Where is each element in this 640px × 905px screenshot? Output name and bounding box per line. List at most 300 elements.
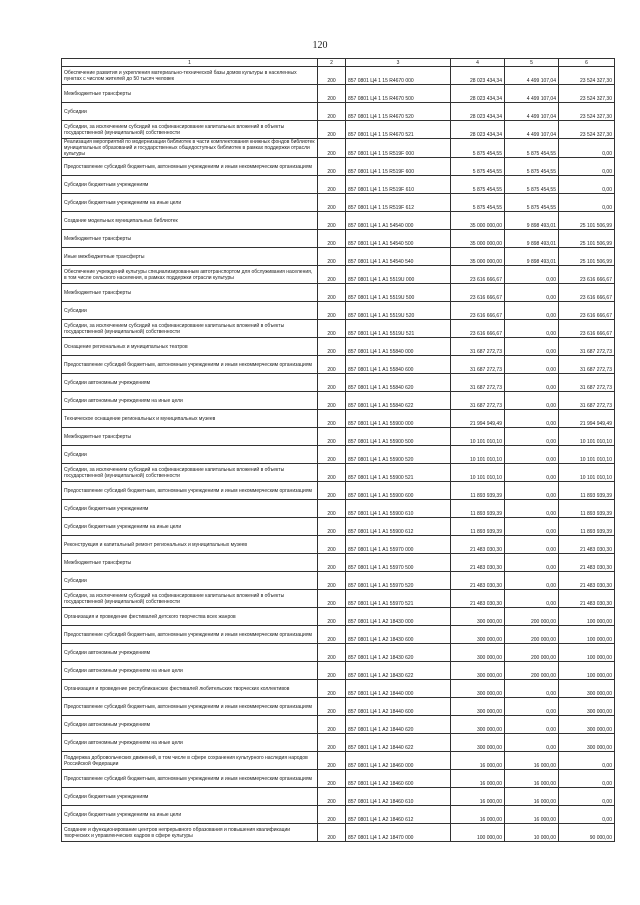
row-name: Предоставление субсидий бюджетным, автономным учреждениям и иным некоммерческим организациям [62,356,318,374]
row-kbk: 857 0801 Ц4 1 А1 55840 622 [346,392,451,410]
row-kbk: 857 0801 Ц4 1 А1 55900 600 [346,482,451,500]
row-name: Субсидии [62,572,318,590]
row-value-col6: 23 616 666,67 [559,320,615,338]
row-name: Межбюджетные трансферты [62,428,318,446]
row-value-col6: 100 000,00 [559,608,615,626]
row-name: Создание модельных муниципальных библиотек [62,212,318,230]
row-value-col5: 5 875 454,55 [505,158,559,176]
row-value-col5: 0,00 [505,392,559,410]
table-row [62,212,615,230]
table-row [62,824,615,842]
row-kbk: 857 0801 Ц4 1 А1 55840 600 [346,356,451,374]
row-value-col5: 200 000,00 [505,626,559,644]
table-row [62,644,615,662]
row-value-col4: 300 000,00 [451,698,505,716]
row-value-col4: 31 687 272,73 [451,356,505,374]
row-code: 200 [318,356,346,374]
table-row [62,770,615,788]
row-code: 200 [318,806,346,824]
row-value-col6: 21 483 030,30 [559,536,615,554]
row-value-col4: 28 023 434,34 [451,67,505,85]
row-kbk: 857 0801 Ц4 1 А2 18470 000 [346,824,451,842]
row-name: Оснащение региональных и муниципальных театров [62,338,318,356]
row-name: Предоставление субсидий бюджетным, автономным учреждениям и иным некоммерческим организациям [62,626,318,644]
row-value-col6: 300 000,00 [559,680,615,698]
row-value-col4: 10 101 010,10 [451,446,505,464]
table-row [62,121,615,139]
row-value-col4: 16 000,00 [451,752,505,770]
row-value-col5: 200 000,00 [505,662,559,680]
row-value-col6: 0,00 [559,158,615,176]
row-value-col6: 31 687 272,73 [559,374,615,392]
row-code: 200 [318,662,346,680]
row-code: 200 [318,770,346,788]
row-kbk: 857 0801 Ц4 1 А1 54540 540 [346,248,451,266]
row-value-col4: 23 616 666,67 [451,320,505,338]
row-value-col6: 10 101 010,10 [559,428,615,446]
row-value-col4: 23 616 666,67 [451,266,505,284]
row-kbk: 857 0801 Ц4 1 А1 55900 610 [346,500,451,518]
row-value-col4: 5 875 454,55 [451,194,505,212]
row-kbk: 857 0801 Ц4 1 15 R4670 520 [346,103,451,121]
row-value-col5: 200 000,00 [505,644,559,662]
row-value-col5: 0,00 [505,716,559,734]
row-value-col6: 100 000,00 [559,662,615,680]
row-value-col6: 0,00 [559,806,615,824]
row-code: 200 [318,67,346,85]
row-value-col4: 5 875 454,55 [451,158,505,176]
row-code: 200 [318,338,346,356]
row-kbk: 857 0801 Ц4 1 А1 55970 521 [346,590,451,608]
row-name: Субсидии автономным учреждениям [62,644,318,662]
row-code: 200 [318,698,346,716]
table-row [62,464,615,482]
table-row [62,356,615,374]
row-kbk: 857 0801 Ц4 1 15 R519F 612 [346,194,451,212]
row-name: Субсидии бюджетным учреждениям [62,176,318,194]
table-row [62,680,615,698]
row-kbk: 857 0801 Ц4 1 А1 55900 521 [346,464,451,482]
row-value-col4: 35 000 000,00 [451,230,505,248]
row-code: 200 [318,446,346,464]
table-row [62,374,615,392]
row-value-col4: 16 000,00 [451,770,505,788]
row-value-col5: 0,00 [505,518,559,536]
header-row [62,59,615,67]
table-row [62,662,615,680]
row-code: 200 [318,734,346,752]
table-row [62,698,615,716]
row-value-col4: 21 483 030,30 [451,536,505,554]
row-value-col6: 10 101 010,10 [559,464,615,482]
row-value-col4: 5 875 454,55 [451,176,505,194]
row-value-col6: 0,00 [559,770,615,788]
row-name: Предоставление субсидий бюджетным, автономным учреждениям и иным некоммерческим организациям [62,482,318,500]
row-value-col6: 0,00 [559,176,615,194]
table-row [62,139,615,158]
row-code: 200 [318,518,346,536]
row-value-col5: 9 898 493,01 [505,248,559,266]
row-kbk: 857 0801 Ц4 1 А2 18440 620 [346,716,451,734]
row-code: 200 [318,716,346,734]
row-code: 200 [318,500,346,518]
row-code: 200 [318,554,346,572]
row-value-col6: 0,00 [559,752,615,770]
table-row [62,320,615,338]
row-name: Реализация мероприятий по модернизации библиотек в части комплектования книжных фондов библиотек муниципальных образований и государственных общедоступных библиотек в рамках поддержки отрасли культуры [62,139,318,158]
row-name: Межбюджетные трансферты [62,554,318,572]
row-name: Обеспечение учреждений культуры специализированным автотранспортом для обслуживания населения, в том числе сельского населения, в рамках поддержки отрасли культуры [62,266,318,284]
row-value-col4: 300 000,00 [451,716,505,734]
row-value-col6: 23 524 327,30 [559,85,615,103]
table-row [62,446,615,464]
row-code: 200 [318,103,346,121]
table-row [62,608,615,626]
table-row [62,302,615,320]
row-kbk: 857 0801 Ц4 1 А1 5519U 500 [346,284,451,302]
row-name: Субсидии [62,103,318,121]
row-value-col4: 16 000,00 [451,806,505,824]
table-row [62,103,615,121]
table-row [62,194,615,212]
row-name: Иные межбюджетные трансферты [62,248,318,266]
row-value-col6: 23 616 666,67 [559,266,615,284]
row-code: 200 [318,752,346,770]
row-value-col6: 31 687 272,73 [559,338,615,356]
row-code: 200 [318,284,346,302]
table-row [62,230,615,248]
row-kbk: 857 0801 Ц4 1 А2 18440 000 [346,680,451,698]
table-row [62,176,615,194]
row-kbk: 857 0801 Ц4 1 А1 55900 000 [346,410,451,428]
row-value-col6: 11 893 939,39 [559,500,615,518]
row-code: 200 [318,212,346,230]
row-kbk: 857 0801 Ц4 1 А2 18440 622 [346,734,451,752]
row-name: Субсидии автономным учреждениям [62,716,318,734]
row-value-col4: 23 616 666,67 [451,302,505,320]
row-value-col5: 0,00 [505,374,559,392]
row-name: Предоставление субсидий бюджетным, автономным учреждениям и иным некоммерческим организациям [62,158,318,176]
page-number: 120 [312,40,328,51]
row-code: 200 [318,121,346,139]
row-value-col4: 21 483 030,30 [451,554,505,572]
row-value-col6: 31 687 272,73 [559,392,615,410]
row-name: Реконструкция и капитальный ремонт региональных и муниципальных музеев [62,536,318,554]
row-kbk: 857 0801 Ц4 1 А1 54540 500 [346,230,451,248]
row-value-col6: 300 000,00 [559,734,615,752]
row-code: 200 [318,428,346,446]
row-code: 200 [318,248,346,266]
row-kbk: 857 0801 Ц4 1 А2 18460 600 [346,770,451,788]
table-row [62,788,615,806]
row-value-col6: 300 000,00 [559,698,615,716]
row-name: Субсидии бюджетным учреждениям [62,500,318,518]
row-code: 200 [318,410,346,428]
row-value-col5: 16 000,00 [505,752,559,770]
row-value-col5: 10 000,00 [505,824,559,842]
row-value-col4: 300 000,00 [451,644,505,662]
row-value-col5: 9 898 493,01 [505,230,559,248]
row-value-col5: 4 499 107,04 [505,103,559,121]
row-name: Создание и функционирование центров непрерывного образования и повышения квалификации творческих и управленческих кадров в сфере культуры [62,824,318,842]
row-value-col5: 0,00 [505,698,559,716]
row-value-col5: 0,00 [505,572,559,590]
table-row [62,716,615,734]
row-value-col6: 100 000,00 [559,644,615,662]
table-row [62,158,615,176]
row-value-col4: 10 101 010,10 [451,428,505,446]
row-value-col5: 4 499 107,04 [505,85,559,103]
row-value-col5: 0,00 [505,590,559,608]
row-name: Субсидии автономным учреждениям на иные цели [62,662,318,680]
row-value-col4: 16 000,00 [451,788,505,806]
row-value-col5: 5 875 454,55 [505,176,559,194]
row-value-col4: 300 000,00 [451,662,505,680]
row-name: Субсидии бюджетным учреждениям [62,788,318,806]
row-code: 200 [318,824,346,842]
row-value-col5: 0,00 [505,356,559,374]
row-value-col5: 0,00 [505,446,559,464]
row-code: 200 [318,608,346,626]
row-kbk: 857 0801 Ц4 1 А2 18460 612 [346,806,451,824]
row-kbk: 857 0801 Ц4 1 А1 55970 500 [346,554,451,572]
table-row [62,85,615,103]
row-kbk: 857 0801 Ц4 1 15 R519F 000 [346,139,451,158]
table-row [62,590,615,608]
row-value-col4: 31 687 272,73 [451,374,505,392]
row-code: 200 [318,374,346,392]
row-value-col5: 0,00 [505,464,559,482]
column-header: 2 [318,59,346,67]
row-name: Субсидии, за исключением субсидий на софинансирование капитальных вложений в объекты государственной (муниципальной) собственности [62,121,318,139]
table-row [62,518,615,536]
row-code: 200 [318,85,346,103]
row-value-col4: 28 023 434,34 [451,103,505,121]
row-value-col5: 5 875 454,55 [505,194,559,212]
row-value-col5: 16 000,00 [505,806,559,824]
row-value-col6: 23 616 666,67 [559,302,615,320]
row-code: 200 [318,464,346,482]
row-value-col4: 28 023 434,34 [451,121,505,139]
row-value-col5: 0,00 [505,410,559,428]
row-value-col4: 11 893 939,39 [451,482,505,500]
row-value-col6: 10 101 010,10 [559,446,615,464]
row-value-col5: 16 000,00 [505,788,559,806]
row-kbk: 857 0801 Ц4 1 15 R4670 000 [346,67,451,85]
row-value-col4: 300 000,00 [451,680,505,698]
row-name: Субсидии бюджетным учреждениям на иные цели [62,194,318,212]
table-row [62,248,615,266]
row-code: 200 [318,230,346,248]
row-value-col4: 21 483 030,30 [451,590,505,608]
row-value-col6: 90 000,00 [559,824,615,842]
table-row [62,572,615,590]
row-name: Техническое оснащение региональных и муниципальных музеев [62,410,318,428]
row-value-col5: 4 499 107,04 [505,67,559,85]
row-value-col6: 0,00 [559,139,615,158]
row-kbk: 857 0801 Ц4 1 А1 55900 500 [346,428,451,446]
row-name: Предоставление субсидий бюджетным, автономным учреждениям и иным некоммерческим организациям [62,698,318,716]
row-name: Субсидии [62,302,318,320]
row-value-col5: 0,00 [505,338,559,356]
row-kbk: 857 0801 Ц4 1 А1 55970 520 [346,572,451,590]
table-row [62,734,615,752]
row-value-col5: 0,00 [505,320,559,338]
row-code: 200 [318,572,346,590]
row-name: Организация и проведение фестивалей детского творчества всех жанров [62,608,318,626]
row-kbk: 857 0801 Ц4 1 А1 54540 000 [346,212,451,230]
table-body [62,67,615,842]
row-value-col6: 25 101 506,99 [559,212,615,230]
row-kbk: 857 0801 Ц4 1 15 R4670 500 [346,85,451,103]
table-row [62,500,615,518]
row-value-col5: 0,00 [505,428,559,446]
column-header: 1 [62,59,318,67]
row-kbk: 857 0801 Ц4 1 А2 18430 000 [346,608,451,626]
row-value-col6: 300 000,00 [559,716,615,734]
row-kbk: 857 0801 Ц4 1 А1 55840 620 [346,374,451,392]
row-code: 200 [318,302,346,320]
row-kbk: 857 0801 Ц4 1 А1 55900 612 [346,518,451,536]
row-value-col4: 11 893 939,39 [451,500,505,518]
row-value-col5: 0,00 [505,554,559,572]
row-value-col5: 200 000,00 [505,608,559,626]
table-row [62,392,615,410]
row-kbk: 857 0801 Ц4 1 А2 18430 622 [346,662,451,680]
row-name: Субсидии автономным учреждениям на иные цели [62,392,318,410]
row-value-col5: 0,00 [505,500,559,518]
column-header: 3 [346,59,451,67]
row-value-col5: 0,00 [505,482,559,500]
row-code: 200 [318,266,346,284]
row-kbk: 857 0801 Ц4 1 А1 5519U 520 [346,302,451,320]
row-value-col5: 0,00 [505,284,559,302]
row-value-col6: 21 483 030,30 [559,590,615,608]
row-value-col6: 0,00 [559,788,615,806]
row-value-col6: 23 524 327,30 [559,67,615,85]
row-kbk: 857 0801 Ц4 1 А2 18460 610 [346,788,451,806]
row-value-col4: 35 000 000,00 [451,212,505,230]
table-row [62,536,615,554]
row-name: Поддержка добровольческих движений, в том числе в сфере сохранения культурного наследия народов Российской Федерации [62,752,318,770]
row-value-col4: 300 000,00 [451,734,505,752]
row-name: Обеспечение развития и укрепления материально-технической базы домов культуры в населенных пунктах с числом жителей до 50 тысяч человек [62,67,318,85]
row-kbk: 857 0801 Ц4 1 А1 55970 000 [346,536,451,554]
row-name: Межбюджетные трансферты [62,284,318,302]
column-header: 5 [505,59,559,67]
table-row [62,482,615,500]
table-row [62,554,615,572]
row-value-col4: 5 875 454,55 [451,139,505,158]
row-value-col4: 35 000 000,00 [451,248,505,266]
column-header: 6 [559,59,615,67]
row-name: Субсидии бюджетным учреждениям на иные цели [62,518,318,536]
row-code: 200 [318,680,346,698]
table-row [62,266,615,284]
row-value-col4: 300 000,00 [451,608,505,626]
row-code: 200 [318,590,346,608]
row-value-col6: 25 101 506,99 [559,248,615,266]
table-row [62,626,615,644]
row-value-col4: 100 000,00 [451,824,505,842]
row-code: 200 [318,482,346,500]
row-name: Предоставление субсидий бюджетным, автономным учреждениям и иным некоммерческим организациям [62,770,318,788]
row-value-col5: 0,00 [505,680,559,698]
row-code: 200 [318,176,346,194]
row-name: Субсидии [62,446,318,464]
row-name: Субсидии, за исключением субсидий на софинансирование капитальных вложений в объекты государственной (муниципальной) собственности [62,464,318,482]
budget-table [61,58,615,842]
row-value-col4: 23 616 666,67 [451,284,505,302]
row-value-col6: 21 994 949,49 [559,410,615,428]
row-value-col4: 10 101 010,10 [451,464,505,482]
row-kbk: 857 0801 Ц4 1 15 R4670 521 [346,121,451,139]
table-row [62,67,615,85]
row-name: Субсидии, за исключением субсидий на софинансирование капитальных вложений в объекты государственной (муниципальной) собственности [62,590,318,608]
row-value-col5: 16 000,00 [505,770,559,788]
row-value-col5: 5 875 454,55 [505,139,559,158]
row-value-col5: 0,00 [505,302,559,320]
row-name: Организация и проведение республиканских фестивалей любительских творческих коллективов [62,680,318,698]
table-row [62,338,615,356]
column-header: 4 [451,59,505,67]
row-value-col5: 0,00 [505,536,559,554]
row-kbk: 857 0801 Ц4 1 15 R519F 600 [346,158,451,176]
row-kbk: 857 0801 Ц4 1 15 R519F 610 [346,176,451,194]
table-row [62,284,615,302]
row-value-col6: 100 000,00 [559,626,615,644]
row-value-col6: 21 483 030,30 [559,572,615,590]
row-value-col4: 300 000,00 [451,626,505,644]
row-name: Межбюджетные трансферты [62,230,318,248]
row-value-col6: 21 483 030,30 [559,554,615,572]
table-row [62,428,615,446]
row-code: 200 [318,392,346,410]
row-value-col5: 0,00 [505,266,559,284]
row-value-col6: 23 524 327,30 [559,103,615,121]
row-kbk: 857 0801 Ц4 1 А1 55840 000 [346,338,451,356]
row-kbk: 857 0801 Ц4 1 А1 55900 520 [346,446,451,464]
row-code: 200 [318,644,346,662]
table-row [62,410,615,428]
row-code: 200 [318,158,346,176]
row-code: 200 [318,788,346,806]
row-kbk: 857 0801 Ц4 1 А2 18440 600 [346,698,451,716]
row-value-col5: 9 898 493,01 [505,212,559,230]
row-kbk: 857 0801 Ц4 1 А2 18460 000 [346,752,451,770]
row-name: Межбюджетные трансферты [62,85,318,103]
row-value-col6: 31 687 272,73 [559,356,615,374]
row-name: Субсидии автономным учреждениям [62,374,318,392]
row-name: Субсидии, за исключением субсидий на софинансирование капитальных вложений в объекты государственной (муниципальной) собственности [62,320,318,338]
row-value-col6: 23 524 327,30 [559,121,615,139]
row-name: Субсидии автономным учреждениям на иные цели [62,734,318,752]
row-value-col6: 11 893 939,39 [559,518,615,536]
row-value-col6: 25 101 506,99 [559,230,615,248]
row-value-col4: 31 687 272,73 [451,338,505,356]
table-header [62,59,615,67]
table-row [62,806,615,824]
row-value-col6: 23 616 666,67 [559,284,615,302]
row-code: 200 [318,139,346,158]
row-kbk: 857 0801 Ц4 1 А1 5519U 521 [346,320,451,338]
row-kbk: 857 0801 Ц4 1 А2 18430 600 [346,626,451,644]
row-code: 200 [318,320,346,338]
row-kbk: 857 0801 Ц4 1 А2 18430 620 [346,644,451,662]
row-value-col4: 21 994 949,49 [451,410,505,428]
row-value-col4: 11 893 939,39 [451,518,505,536]
row-value-col4: 28 023 434,34 [451,85,505,103]
